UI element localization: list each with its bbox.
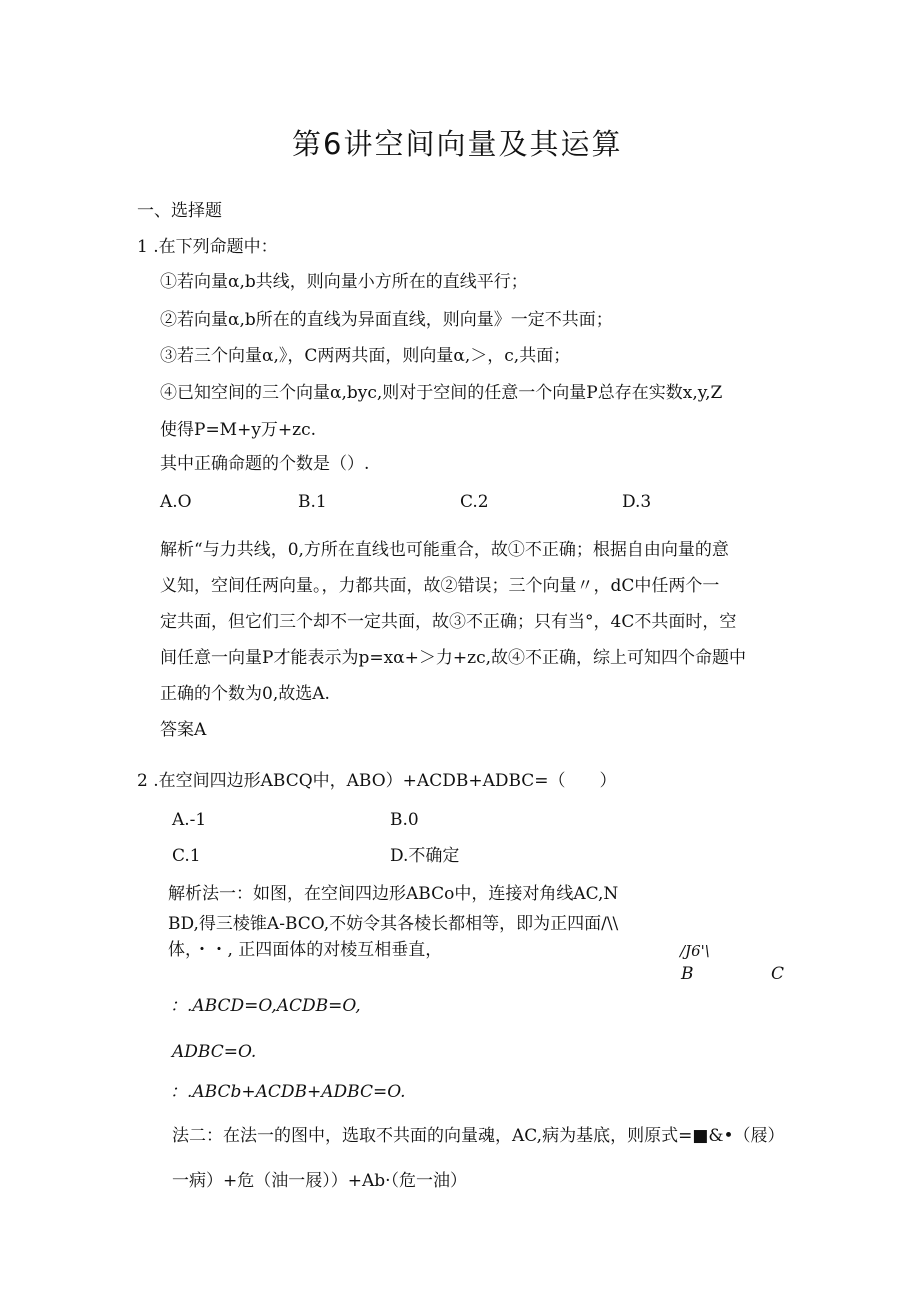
question-1-analysis-line-4: 间任意一向量P才能表示为p=xα+＞力+zc,故④不正确，综上可知四个命题中	[160, 648, 747, 668]
math-line-1: ：.ABCD=O,ACDB=O,	[170, 996, 361, 1016]
question-1-analysis-line-5: 正确的个数为0,故选A.	[160, 684, 330, 704]
question-1-question: 其中正确命题的个数是（）.	[160, 454, 370, 474]
question-2-option-b: B.0	[390, 810, 419, 830]
question-1-item-1: ①若向量α,b共线，则向量小方所在的直线平行；	[160, 272, 528, 292]
figure-label-top: /J6'\	[680, 942, 710, 960]
question-2-stem: 2 .在空间四边形ABCQ中，ABO）+ACDB+ADBC=（ ）	[137, 771, 617, 791]
question-1-stem: 1 .在下列命题中：	[137, 237, 278, 257]
question-1-option-c: C.2	[460, 492, 489, 512]
question-2-analysis-line-3: 体，・・, 正四面体的对棱互相垂直，	[168, 940, 443, 960]
question-2-option-c: C.1	[172, 846, 201, 866]
question-1-item-4: ④已知空间的三个向量α,byc,则对于空间的任意一个向量P总存在实数x,y,Z	[160, 383, 723, 403]
section-heading: 一、选择题	[137, 201, 222, 221]
question-1-analysis-line-1: 解析“与力共线，0,方所在直线也可能重合，故①不正确；根据自由向量的意	[160, 540, 729, 560]
question-1-item-2: ②若向量α,b所在的直线为异面直线，则向量》一定不共面；	[160, 310, 613, 330]
math-line-2: ADBC=O.	[172, 1042, 257, 1062]
question-1-item-5: 使得P=M+y万+zc.	[160, 420, 317, 440]
question-1-item-3: ③若三个向量α,》，C两两共面，则向量α,＞，c,共面；	[160, 346, 571, 366]
question-1-option-b: B.1	[298, 492, 327, 512]
question-2-option-d: D.不确定	[390, 846, 460, 866]
question-2-option-a: A.-1	[172, 810, 207, 830]
page-title: 第6讲空间向量及其运算	[292, 127, 623, 161]
figure-label-b: B	[681, 964, 694, 984]
figure-label-c: C	[771, 964, 785, 984]
question-2-analysis-line-1: 解析法一：如图，在空间四边形ABCo中，连接对角线AC,N	[168, 884, 619, 904]
question-1-answer: 答案A	[160, 720, 207, 740]
question-1-analysis-line-2: 义知，空间任两向量。，力都共面，故②错误；三个向量〃，dC中任两个一	[160, 576, 720, 596]
question-1-option-d: D.3	[622, 492, 652, 512]
question-1-option-a: A.O	[160, 492, 192, 512]
question-1-analysis-line-3: 定共面，但它们三个却不一定共面，故③不正确；只有当°，4C不共面时，空	[160, 612, 737, 632]
method-2-line-1: 法二：在法一的图中，选取不共面的向量魂，AC,病为基底，则原式=■&•（屐）	[172, 1126, 785, 1146]
math-line-3: ：.ABCb+ACDB+ADBC=O.	[170, 1082, 406, 1102]
method-2-line-2: 一病）+危（油一屐））+Ab·（危一油）	[172, 1171, 468, 1191]
question-2-analysis-line-2: BD,得三棱锥A-BCO,不妨令其各棱长都相等，即为正四面/\\	[168, 914, 619, 934]
